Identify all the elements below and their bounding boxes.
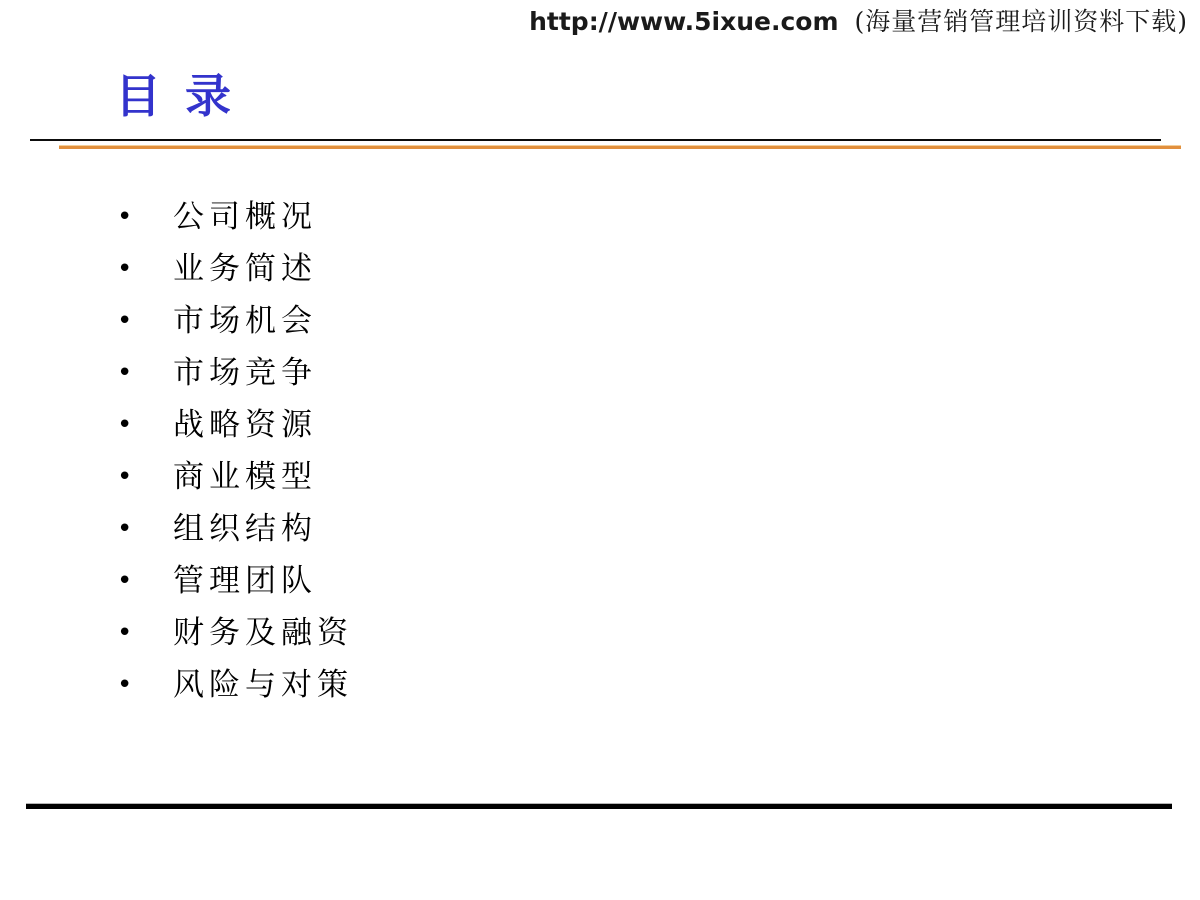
bullet-icon: • [117, 202, 133, 232]
footer-divider [26, 803, 1172, 809]
bullet-icon: • [117, 306, 133, 336]
title-divider-orange [59, 145, 1181, 149]
toc-item-label: 财务及融资 [173, 615, 353, 651]
toc-item-label: 公司概况 [173, 199, 317, 235]
toc-item-label: 业务简述 [173, 251, 317, 287]
toc-item-label: 市场竞争 [173, 355, 317, 391]
header-url [529, 6, 1188, 38]
toc-item-label: 市场机会 [173, 303, 317, 339]
list-item [117, 399, 353, 451]
list-item [117, 347, 353, 399]
bullet-icon: • [117, 670, 133, 700]
bullet-icon: • [117, 514, 133, 544]
list-item [117, 295, 353, 347]
list-item [117, 451, 353, 503]
toc-item-label: 战略资源 [173, 407, 317, 443]
bullet-icon: • [117, 462, 133, 492]
list-item [117, 243, 353, 295]
toc-item-label: 商业模型 [173, 459, 317, 495]
list-item [117, 659, 353, 711]
list-item [117, 503, 353, 555]
list-item [117, 555, 353, 607]
bullet-icon: • [117, 410, 133, 440]
page-title: 目 录 [115, 69, 236, 123]
header-url-text: http://www.5ixue.com [529, 7, 839, 36]
header-note-text: (海量营销管理培训资料下载) [854, 7, 1188, 36]
list-item [117, 191, 353, 243]
bullet-icon: • [117, 254, 133, 284]
toc-list [117, 191, 353, 711]
bullet-icon: • [117, 618, 133, 648]
toc-item-label: 组织结构 [173, 511, 317, 547]
bullet-icon: • [117, 358, 133, 388]
list-item [117, 607, 353, 659]
bullet-icon: • [117, 566, 133, 596]
toc-item-label: 风险与对策 [173, 667, 353, 703]
toc-item-label: 管理团队 [173, 563, 317, 599]
title-divider-black [30, 139, 1161, 141]
